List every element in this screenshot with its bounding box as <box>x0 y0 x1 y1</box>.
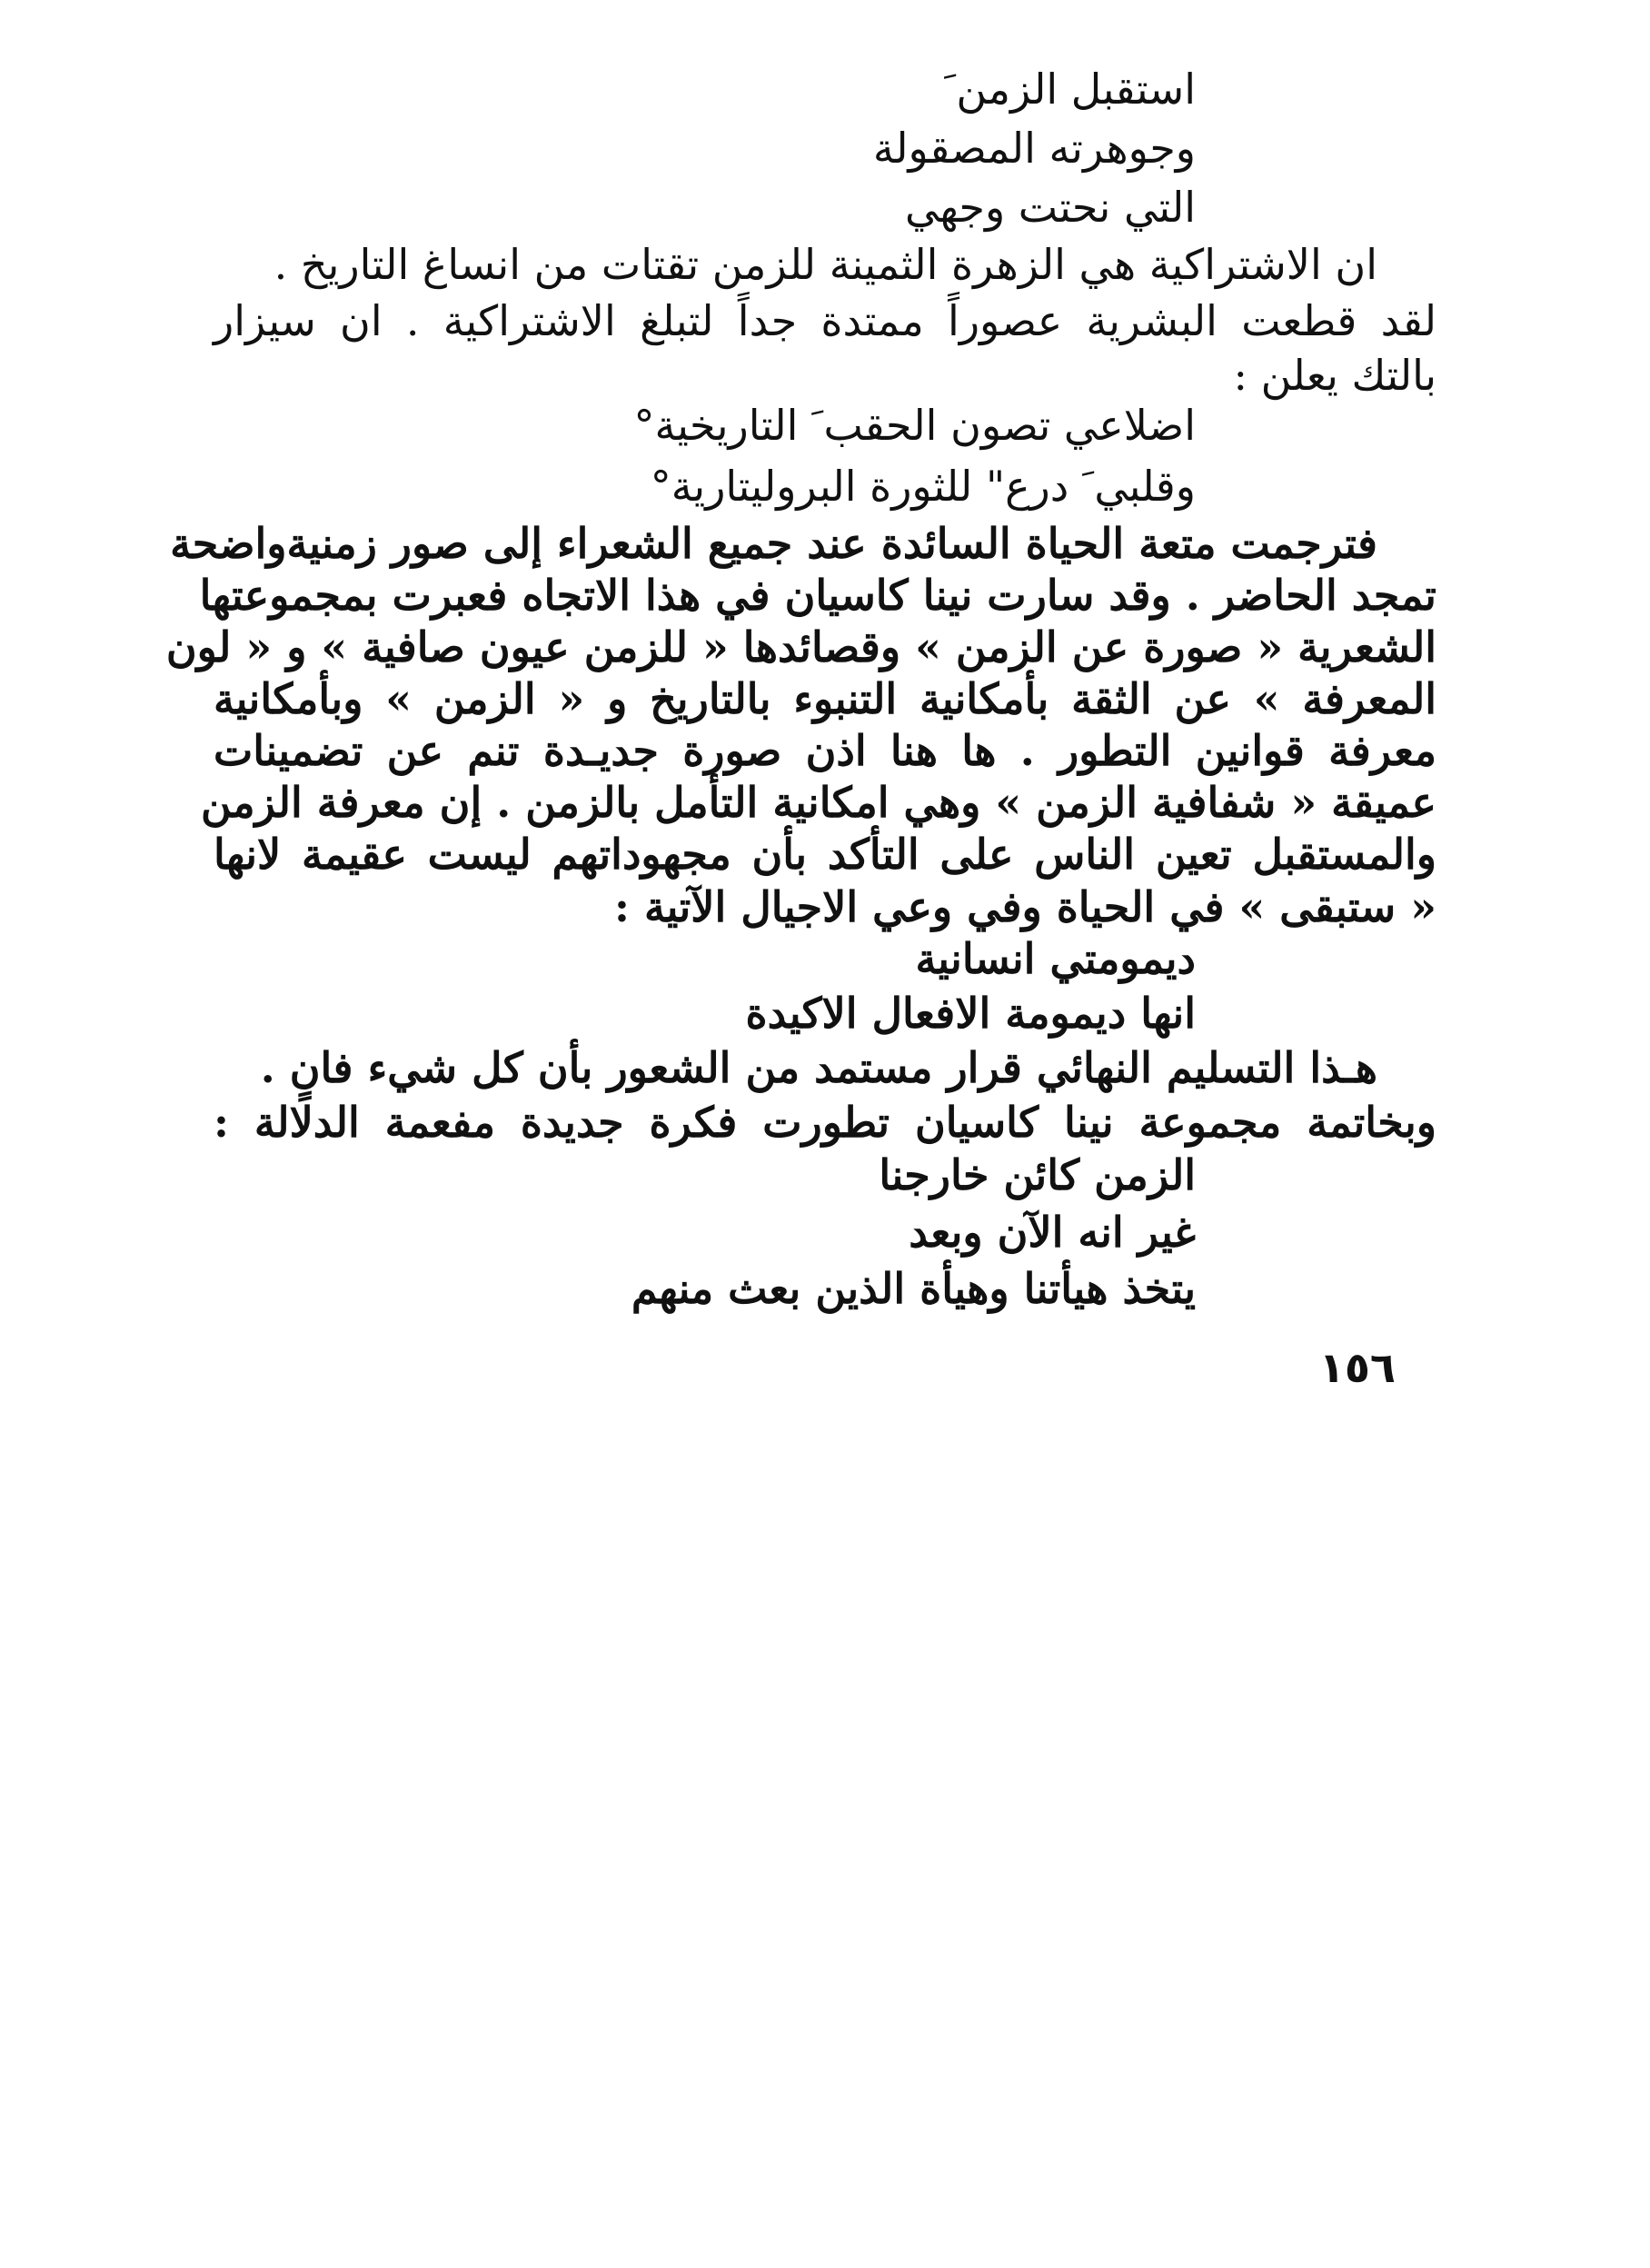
paragraph-line: هـذا التسليم النهائي قرار مستمد من الشعور بأن كل شيء فانٍ . <box>260 1043 1377 1092</box>
paragraph-line: تمجد الحاضر . وقد سارت نينا كاسيان في هذا الاتجاه فعبرت بمجموعتها <box>199 571 1436 620</box>
verse-line: الزمن كائن خارجنا <box>879 1150 1196 1199</box>
paragraph-line: وبخاتمة مجموعة نينا كاسيان تطورت فكرة جديدة مفعمة الدلالة : <box>214 1098 1436 1147</box>
paragraph-line: عميقة « شفافية الزمن » وهي امكانية التأمل بالزمن . إن معرفة الزمن <box>200 778 1436 827</box>
verse-line: وقلبي َ درع" للثورة البروليتارية° <box>650 462 1196 511</box>
paragraph-line: معرفة قوانين التطور . ها هنا اذن صورة جديـدة تنم عن تضمينات <box>214 726 1436 775</box>
paragraph-line: لقد قطعت البشرية عصوراً ممتدة جداً لتبلغ الاشتراكية . ان سيزار <box>214 296 1436 345</box>
paragraph-line: « ستبقى » في الحياة وفي وعي الاجيال الآتية : <box>613 882 1436 931</box>
verse-line: التي نحتت وجهي <box>904 183 1196 232</box>
paragraph-line: بالتك يعلن : <box>1233 351 1436 400</box>
verse-line: غير انه الآن وبعد <box>909 1208 1196 1257</box>
verse-line: انها ديمومة الافعال الاكيدة <box>745 989 1196 1038</box>
verse-line: وجوهرته المصقولة <box>872 124 1196 173</box>
paragraph-line: فترجمت متعة الحياة السائدة عند جميع الشعراء إلى صور زمنيةواضحة <box>170 519 1377 568</box>
verse-line: يتخذ هيأتنا وهيأة الذين بعث منهم <box>631 1264 1196 1313</box>
paragraph-line: والمستقبل تعين الناس على التأكد بأن مجهوداتهم ليست عقيمة لانها <box>214 830 1437 879</box>
verse-line: استقبل الزمن َ <box>943 65 1196 114</box>
paragraph-line: ان الاشتراكية هي الزهرة الثمينة للزمن تقتات من انساغ التاريخ . <box>273 240 1377 289</box>
verse-line: اضلاعي تصون الحقب َ التاريخية° <box>633 401 1196 450</box>
paragraph-line: المعرفة » عن الثقة بأمكانية التنبوء بالتاريخ و « الزمن » وبأمكانية <box>214 674 1436 723</box>
verse-line: ديمومتي انسانية <box>915 934 1196 983</box>
paragraph-line: الشعرية « صورة عن الزمن » وقصائدها « للزمن عيون صافية » و « لون <box>165 622 1436 671</box>
page-number: ١٥٦ <box>1318 1343 1396 1392</box>
